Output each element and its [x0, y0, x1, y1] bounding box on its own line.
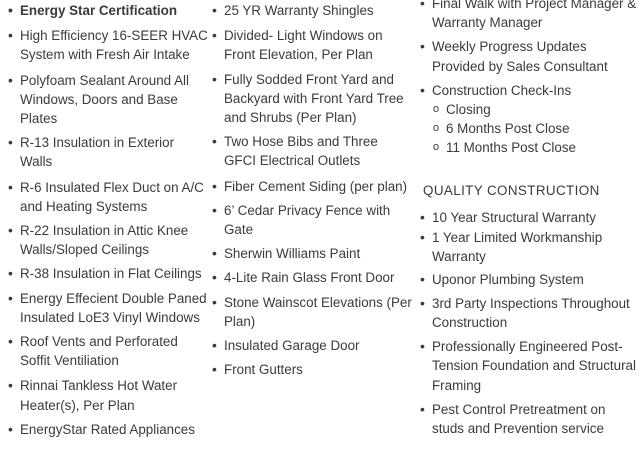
- column-energy-features: [8, 0, 208, 439]
- list-item: • R-13 Insulation in Exterior Walls: [8, 133, 208, 171]
- list-item: • R-38 Insulation in Flat Ceilings: [8, 264, 208, 283]
- column-process-and-quality: [420, 0, 638, 158]
- list-item: • Fully Sodded Front Yard and Backyard with Front Yard Tree and Shrubs (Per Plan): [212, 70, 412, 128]
- list-item: • 10 Year Structural Warranty: [420, 208, 638, 227]
- list-item: o 11 Months Post Close: [420, 138, 638, 157]
- list-item: • Polyfoam Sealant Around All Windows, Doors and Base Plates: [8, 71, 208, 129]
- energy-feature-list: [8, 1, 208, 439]
- list-item: • Energy Star Certification: [8, 1, 208, 20]
- column-quality-items: [420, 208, 638, 438]
- process-list: [420, 0, 638, 100]
- list-item: • Divided- Light Windows on Front Elevation, Per Plan: [212, 26, 412, 64]
- list-item: o 6 Months Post Close: [420, 119, 638, 138]
- list-item: • Roof Vents and Perforated Soffit Ventiliation: [8, 332, 208, 370]
- list-item: • Uponor Plumbing System: [420, 270, 638, 289]
- list-item: • 6’ Cedar Privacy Fence with Gate: [212, 201, 412, 239]
- list-item: • 1 Year Limited Workmanship Warranty: [420, 228, 638, 266]
- list-item: • Rinnai Tankless Hot Water Heater(s), Per Plan: [8, 376, 208, 414]
- list-item: • Sherwin Williams Paint: [212, 244, 412, 263]
- list-item: • R-22 Insulation in Attic Knee Walls/Sloped Ceilings: [8, 221, 208, 259]
- list-item: • Energy Effecient Double Paned Insulated LoE3 Vinyl Windows: [8, 289, 208, 327]
- column-exterior-features: [212, 0, 412, 379]
- list-item: • Two Hose Bibs and Three GFCI Electrical Outlets: [212, 132, 412, 170]
- quality-list: [420, 208, 638, 438]
- list-item: • Front Gutters: [212, 360, 412, 379]
- list-item: • 3rd Party Inspections Throughout Construction: [420, 294, 638, 332]
- checkin-sublist: [420, 100, 638, 158]
- list-item: • R-6 Insulated Flex Duct on A/C and Heating Systems: [8, 178, 208, 216]
- list-item: • Pest Control Pretreatment on studs and Prevention service: [420, 400, 638, 438]
- list-item: • Professionally Engineered Post-Tension Foundation and Structural Framing: [420, 337, 638, 395]
- list-item: • Stone Wainscot Elevations (Per Plan): [212, 293, 412, 331]
- list-item: • High Efficiency 16-SEER HVAC System with Fresh Air Intake: [8, 26, 208, 64]
- quality-construction-heading: QUALITY CONSTRUCTION: [423, 183, 600, 198]
- list-item: • EnergyStar Rated Appliances: [8, 420, 208, 439]
- list-item: • Weekly Progress Updates Provided by Sales Consultant: [420, 37, 638, 75]
- list-item: • Construction Check-Ins: [420, 81, 638, 100]
- list-item: • 4-Lite Rain Glass Front Door: [212, 268, 412, 287]
- list-item: • Insulated Garage Door: [212, 336, 412, 355]
- list-item: • Fiber Cement Siding (per plan): [212, 177, 412, 196]
- exterior-feature-list: [212, 1, 412, 379]
- list-item: • 25 YR Warranty Shingles: [212, 1, 412, 20]
- list-item: o Closing: [420, 100, 638, 119]
- list-item: • Final Walk with Project Manager & Warranty Manager: [420, 0, 638, 32]
